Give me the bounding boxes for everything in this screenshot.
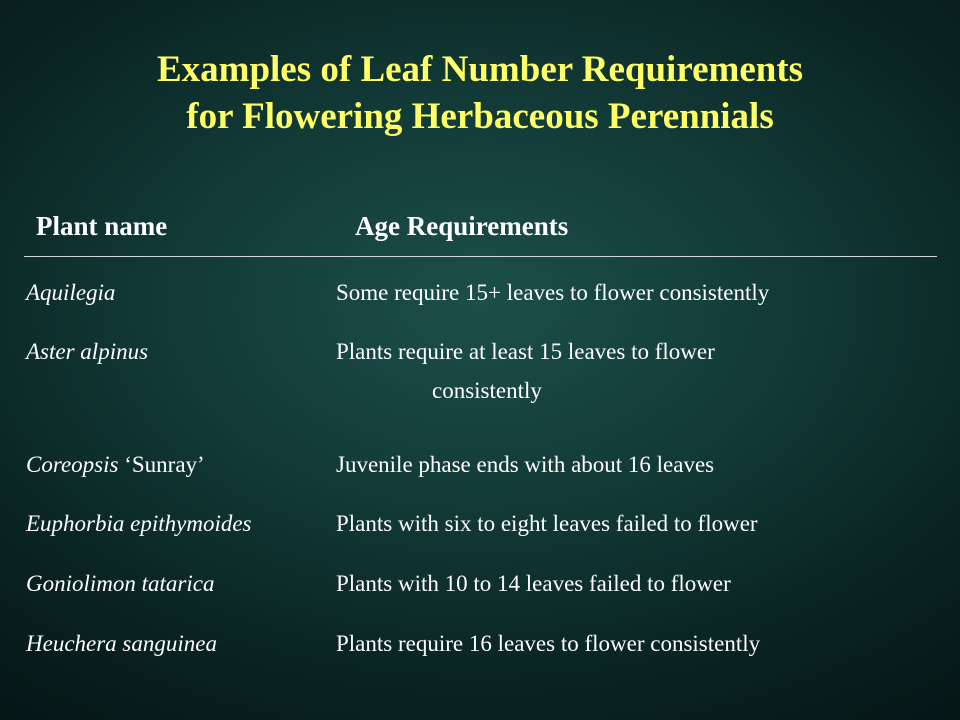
age-requirement: Plants with six to eight leaves failed to flower <box>336 511 758 536</box>
slide-title <box>0 46 960 140</box>
age-requirement: Some require 15+ leaves to flower consistently <box>336 280 770 305</box>
plant-name <box>26 337 148 367</box>
plant-name <box>26 569 214 599</box>
plant-name-italic: Coreopsis <box>26 452 119 477</box>
plant-name <box>26 278 115 308</box>
age-requirement: Plants with 10 to 14 leaves failed to flower <box>336 571 731 596</box>
plant-name-italic: Euphorbia epithymoides <box>26 511 252 536</box>
age-requirement-continued: consistently <box>432 378 542 403</box>
age-requirement: Plants require at least 15 leaves to flower <box>336 339 715 364</box>
age-requirement: Plants require 16 leaves to flower consistently <box>336 631 761 656</box>
plant-name-italic: Goniolimon tatarica <box>26 571 215 596</box>
header-plant-name: Plant name <box>36 211 168 241</box>
header-divider <box>24 256 937 257</box>
plant-name-suffix: ‘Sunray’ <box>118 452 205 477</box>
title-line-1: Examples of Leaf Number Requirements <box>156 49 804 90</box>
age-requirement: Juvenile phase ends with about 16 leaves <box>336 452 715 477</box>
plant-name <box>26 509 252 539</box>
plant-name-italic: Aster alpinus <box>26 339 149 364</box>
title-line-2: for Flowering Herbaceous Perennials <box>186 96 774 137</box>
plant-name-italic: Heuchera sanguinea <box>26 631 217 656</box>
table-header <box>0 206 960 246</box>
plant-name-italic: Aquilegia <box>26 280 116 305</box>
header-age-requirements: Age Requirements <box>355 211 569 241</box>
plant-name <box>26 629 217 659</box>
plant-name <box>26 450 205 480</box>
